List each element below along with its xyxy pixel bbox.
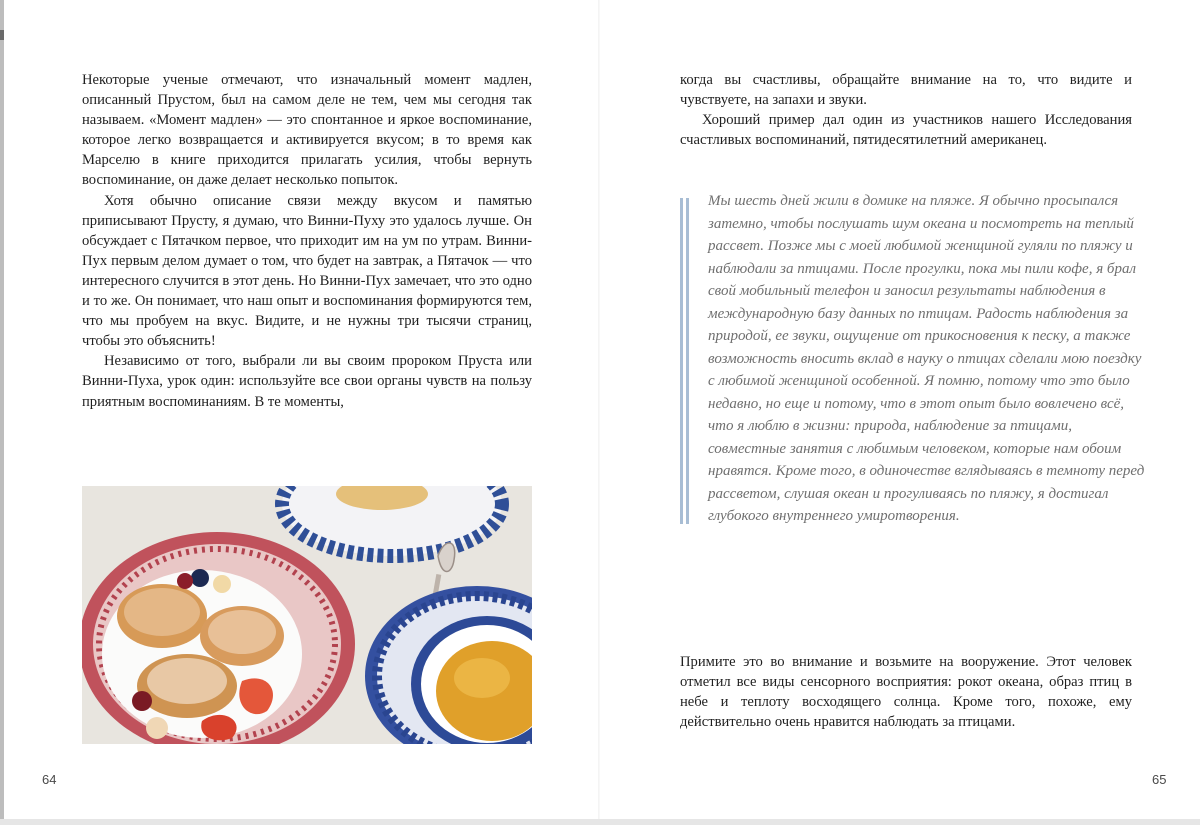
madeleines-and-tea-photo: [82, 486, 532, 744]
block-quote: [680, 190, 1148, 528]
page-number-right: 65: [1152, 772, 1167, 787]
conclusion-paragraph: Примите это во внимание и возьмите на вооружение. Этот человек отметил все виды сенсорного восприятия: рокот океана, образ птиц в небе и теплоту восходящего солнца. Кроме того, похоже, ему действительно очень нравится наблюдать за птицами.: [680, 654, 1132, 731]
page-number-left: 64: [42, 772, 57, 787]
paragraph: Хороший пример дал один из участников нашего Исследования счастливых воспоминаний, пятидесятилетний американец.: [680, 112, 1132, 149]
right-page: [600, 0, 1200, 825]
right-page-text: [680, 70, 1132, 150]
paragraph: Независимо от того, выбрали ли вы своим пророком Пруста или Винни-Пуха, урок один: используйте все свои органы чувств на пользу приятным воспоминаниям. В те моменты,: [82, 353, 532, 410]
quote-bar-decoration: [680, 198, 690, 524]
paragraph: когда вы счастливы, обращайте внимание на то, что видите и чувствуете, на запахи и звуки.: [680, 72, 1132, 109]
paragraph: Хотя обычно описание связи между вкусом и памятью приписывают Прусту, я думаю, что Винни-Пуху это удалось лучше. Он обсуждает с Пятачком первое, что приходит им на ум по утрам. Винни-Пух первым делом думает о том, что будет на завтрак, а Пятачок — что интересного случится в этот день. Но Винни-Пух замечает, что это одно и то же. Он понимает, что наш опыт и воспоминания формируются тем, что мы пробуем на вкус. Видите, и не нужны три тысячи страниц, чтобы это объяснить!: [82, 192, 532, 350]
paragraph: Некоторые ученые отмечают, что изначальный момент мадлен, описанный Прустом, был на самом деле не тем, чем мы сегодня так называем. «Момент мадлен» — это спонтанное и яркое воспоминание, которое легко возвращается и активируется вкусом; в то время как Марселю в книге приходится прилагать усилия, чтобы вернуть воспоминание, он даже делает несколько попыток.: [82, 72, 532, 189]
left-page: [4, 0, 600, 825]
quote-text: Мы шесть дней жили в домике на пляже. Я обычно просыпался затемно, чтобы послушать шум океана и посмотреть на теплый рассвет. Позже мы с моей любимой женщиной гуляли по пляжу и наблюдали за птицами. После прогулки, пока мы пили кофе, я брал свой мобильный телефон и заносил результаты наблюдения в международную базу данных по птицам. Радость наблюдения за природой, ее звуки, ощущение от прикосновения к песку, а также возможность вносить вклад в науку о птицах сделали мою поездку с любимой женщиной особенной. Я помню, потому что это было недавно, но еще и потому, что в этот опыт было вовлечено всё, что я люблю в жизни: природа, наблюдение за птицами, совместные занятия с любимым человеком, которые нам обоим нравятся. Кроме того, в одиночестве вглядываясь в темноту перед рассветом, слушая океан и прогуливаясь по пляжу, я достигал глубокого внутреннего умиротворения.: [708, 193, 1145, 524]
left-page-text: [82, 70, 532, 412]
bottom-edge: [0, 819, 1200, 825]
